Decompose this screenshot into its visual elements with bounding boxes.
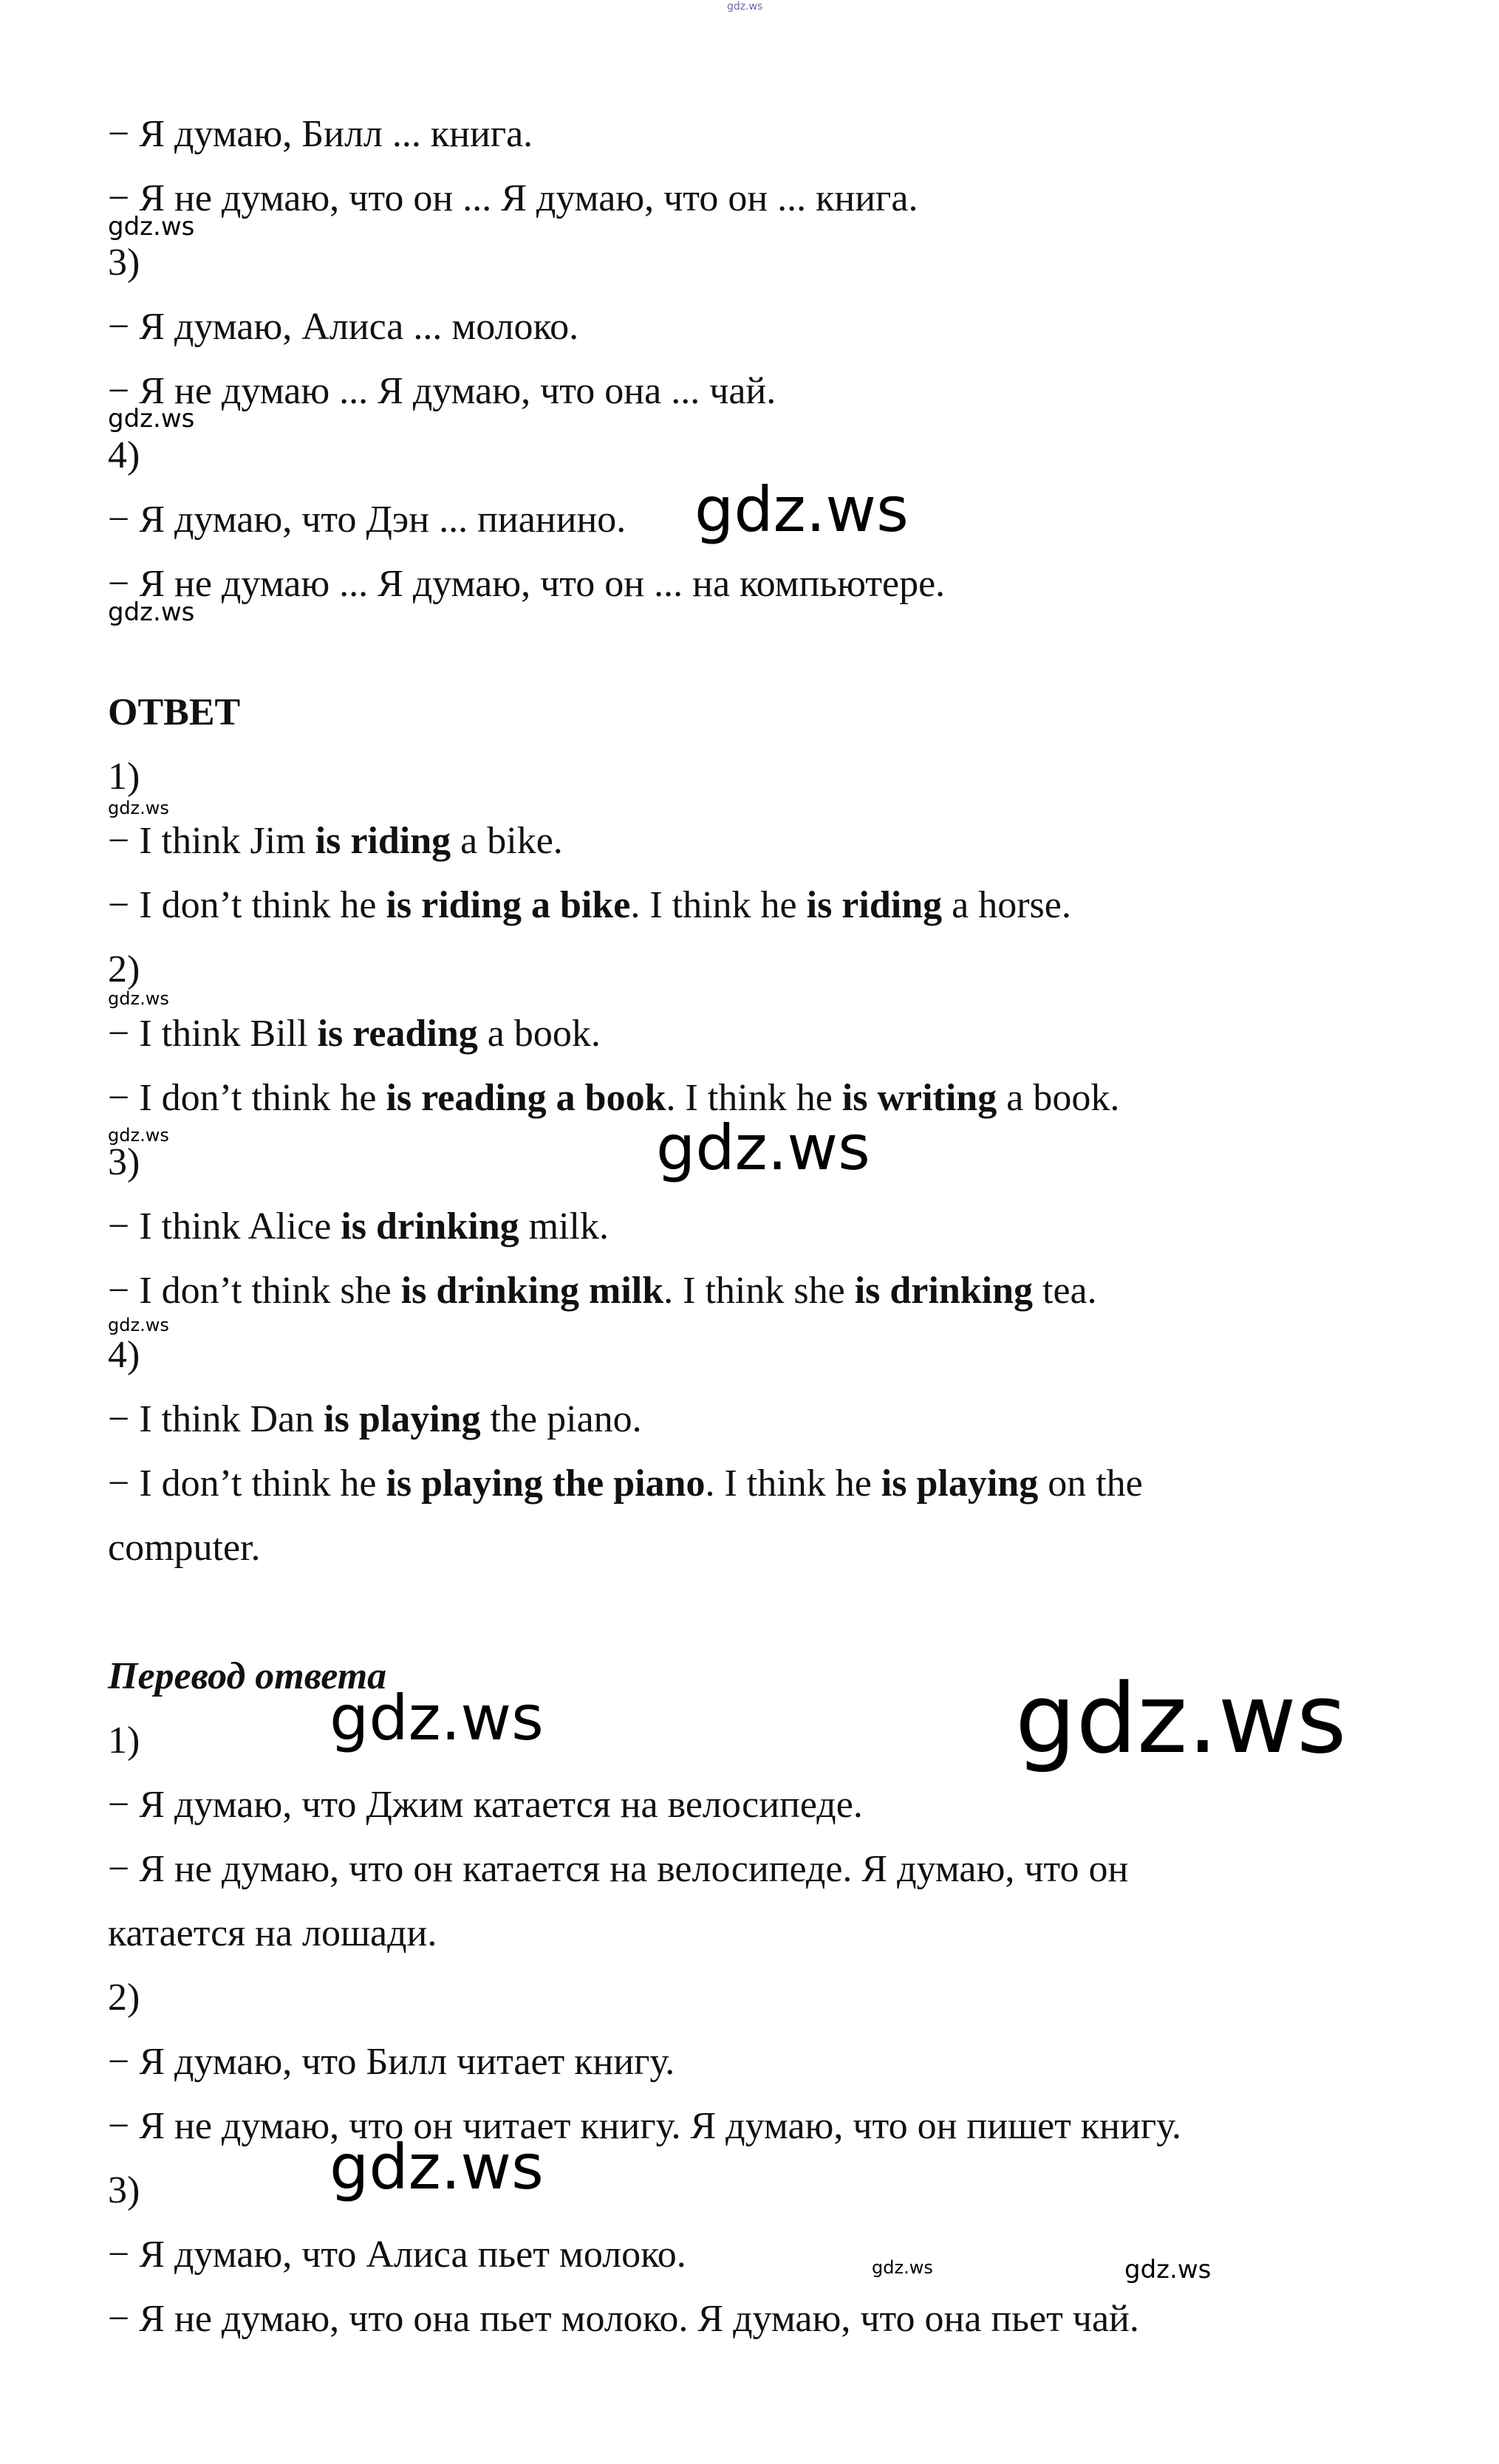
item-number: 3)	[108, 242, 140, 284]
answer-heading: ОТВЕТ	[108, 691, 241, 733]
answer-question-4: − I think Dan is playing the piano.	[108, 1398, 642, 1440]
answer-question-1: − I think Jim is riding a bike.	[108, 820, 563, 862]
watermark: gdz.ws	[108, 212, 195, 242]
translation-line: катается на лошади.	[108, 1912, 437, 1954]
item-number: 1)	[108, 756, 140, 798]
translation-line: − Я думаю, что Билл читает книгу.	[108, 2041, 675, 2083]
watermark: gdz.ws	[108, 988, 169, 1009]
answer-reply-2: − I don’t think he is reading a book. I think he is writing a book.	[108, 1077, 1120, 1119]
watermark: gdz.ws	[872, 2257, 933, 2278]
item-number: 3)	[108, 2169, 140, 2211]
translation-line: − Я не думаю, что она пьет молоко. Я думаю, что она пьет чай.	[108, 2298, 1139, 2340]
watermark: gdz.ws	[108, 598, 195, 627]
translation-heading: Перевод ответа	[108, 1655, 387, 1697]
watermark: gdz.ws	[108, 1315, 169, 1335]
answer-reply-1: − I don’t think he is riding a bike. I think he is riding a horse.	[108, 884, 1071, 926]
answer-reply-3: − I don’t think she is drinking milk. I think she is drinking tea.	[108, 1270, 1097, 1312]
translation-line: − Я не думаю, что он катается на велосипеде. Я думаю, что он	[108, 1848, 1129, 1890]
exercise-line: − Я думаю, Алиса ... молоко.	[108, 306, 579, 348]
watermark: gdz.ws	[108, 404, 195, 434]
answer-reply-4: − I don’t think he is playing the piano. I think he is playing on the	[108, 1462, 1143, 1505]
item-number: 2)	[108, 948, 140, 990]
translation-line: − Я не думаю, что он читает книгу. Я думаю, что он пишет книгу.	[108, 2105, 1181, 2147]
translation-line: − Я думаю, что Джим катается на велосипеде.	[108, 1784, 863, 1826]
watermark: gdz.ws	[656, 1112, 870, 1184]
exercise-line: − Я думаю, Билл ... книга.	[108, 113, 533, 155]
exercise-line: − Я думаю, что Дэн ... пианино.	[108, 499, 626, 541]
watermark: gdz.ws	[1124, 2255, 1212, 2285]
exercise-line: − Я не думаю ... Я думаю, что она ... чай.	[108, 370, 776, 412]
watermark: gdz.ws	[108, 1125, 169, 1146]
item-number: 4)	[108, 1334, 140, 1376]
watermark: gdz.ws	[329, 2131, 544, 2203]
exercise-line: − Я не думаю, что он ... Я думаю, что он ... книга.	[108, 177, 918, 219]
item-number: 2)	[108, 1977, 140, 2019]
watermark-top: gdz.ws	[727, 1, 763, 13]
item-number: 3)	[108, 1141, 140, 1183]
item-number: 4)	[108, 434, 140, 476]
exercise-line: − Я не думаю ... Я думаю, что он ... на компьютере.	[108, 563, 946, 605]
answer-reply-4-cont: computer.	[108, 1527, 261, 1569]
item-number: 1)	[108, 1719, 140, 1762]
watermark: gdz.ws	[694, 473, 909, 546]
watermark: gdz.ws	[329, 1682, 544, 1754]
watermark: gdz.ws	[108, 798, 169, 818]
answer-question-3: − I think Alice is drinking milk.	[108, 1205, 609, 1248]
translation-line: − Я думаю, что Алиса пьет молоко.	[108, 2234, 686, 2276]
watermark: gdz.ws	[1015, 1663, 1347, 1775]
answer-question-2: − I think Bill is reading a book.	[108, 1013, 601, 1055]
